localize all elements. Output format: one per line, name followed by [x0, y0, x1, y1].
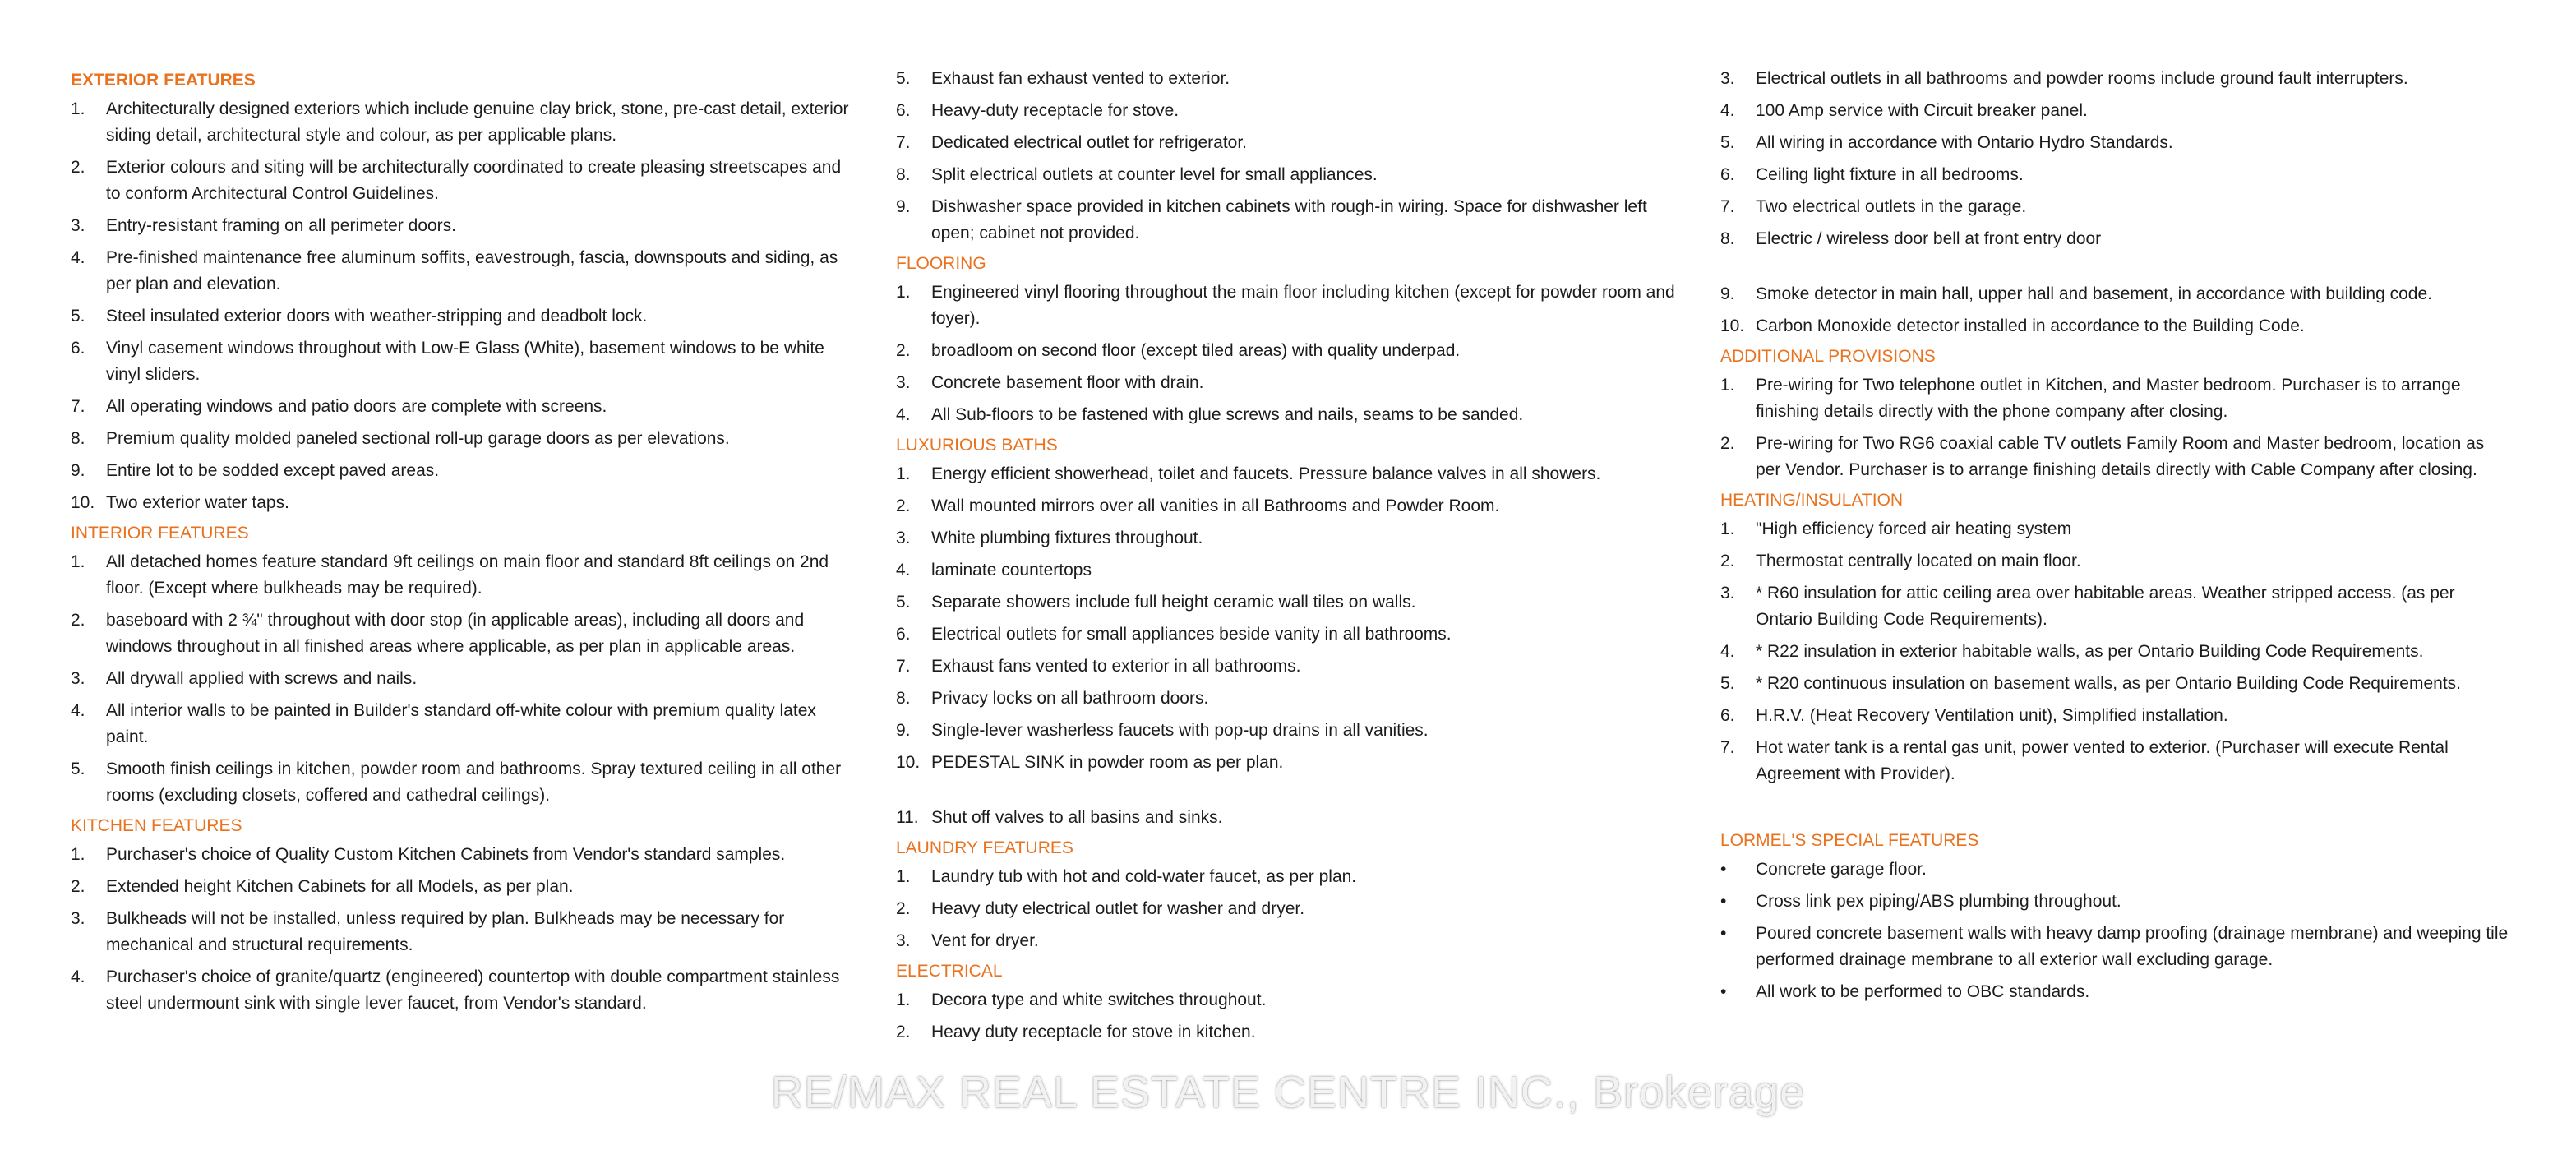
item-text: Heavy-duty receptacle for stove. — [931, 101, 1180, 120]
list-item — [896, 279, 1685, 332]
item-text: White plumbing fixtures throughout. — [931, 529, 1203, 547]
item-number: • — [1720, 924, 1727, 943]
item-number: 7. — [1720, 197, 1735, 216]
item-text: Exhaust fan exhaust vented to exterior. — [931, 69, 1230, 88]
list-item — [1720, 703, 2509, 729]
item-number: 7. — [896, 657, 911, 676]
section-heading-kitchen: KITCHEN FEATURES — [71, 816, 242, 835]
item-number: 3. — [71, 669, 85, 688]
item-number: 6. — [896, 101, 911, 120]
item-number: 9. — [1720, 284, 1735, 303]
item-text: Electrical outlets for small appliances beside vanity in all bathrooms. — [931, 625, 1452, 644]
item-text: Wall mounted mirrors over all vanities in all Bathrooms and Powder Room. — [931, 496, 1500, 515]
list-item — [1720, 921, 2509, 973]
item-number: 8. — [1720, 229, 1735, 248]
list-item — [896, 686, 1685, 712]
list-item — [896, 98, 1685, 124]
list-item — [1720, 431, 2509, 483]
item-number: 10. — [71, 493, 95, 512]
list-item — [71, 426, 860, 452]
item-text: Steel insulated exterior doors with weather-stripping and deadbolt lock. — [106, 307, 648, 326]
item-text: "High efficiency forced air heating system — [1756, 519, 2072, 538]
item-text: Two exterior water taps. — [106, 493, 289, 512]
list-item — [71, 303, 860, 330]
item-number: 3. — [896, 373, 911, 392]
list-item — [1720, 162, 2509, 188]
section-heading-heating: HEATING/INSULATION — [1720, 491, 1904, 510]
item-number: 4. — [1720, 642, 1735, 661]
item-text: Electrical outlets in all bathrooms and powder rooms include ground fault interrupters. — [1756, 69, 2408, 88]
list-item — [896, 928, 1685, 954]
list-item — [71, 155, 860, 207]
item-number: 7. — [71, 397, 85, 416]
item-number: 3. — [71, 909, 85, 928]
item-text: Purchaser's choice of Quality Custom Kitchen Cabinets from Vendor's standard samples. — [106, 845, 786, 864]
section-heading-interior: INTERIOR FEATURES — [71, 524, 249, 543]
list-item — [1720, 671, 2509, 697]
item-text: Energy efficient showerhead, toilet and faucets. Pressure balance valves in all showers. — [931, 464, 1601, 483]
item-text: Vent for dryer. — [931, 931, 1039, 950]
item-text: Concrete garage floor. — [1756, 860, 1927, 879]
item-number: 1. — [71, 845, 85, 864]
column-middle — [896, 66, 1685, 1051]
list-item — [896, 162, 1685, 188]
item-text: Entry-resistant framing on all perimeter doors. — [106, 216, 456, 235]
list-item — [71, 213, 860, 239]
item-number: 1. — [896, 867, 911, 886]
list-item — [1720, 66, 2509, 92]
item-text: All operating windows and patio doors are complete with screens. — [106, 397, 607, 416]
section-heading-exterior: EXTERIOR FEATURES — [71, 71, 256, 90]
list-item — [1720, 281, 2509, 307]
item-text: Exhaust fans vented to exterior in all bathrooms. — [931, 657, 1301, 676]
brokerage-watermark: RE/MAX REAL ESTATE CENTRE INC., Brokerage — [770, 1068, 1806, 1117]
item-number: • — [1720, 982, 1727, 1001]
list-item — [1720, 194, 2509, 220]
item-number: 10. — [896, 753, 921, 772]
item-text: Laundry tub with hot and cold-water faucet, as per plan. — [931, 867, 1357, 886]
item-text: Extended height Kitchen Cabinets for all Models, as per plan. — [106, 877, 574, 896]
list-item — [896, 589, 1685, 616]
list-item — [1720, 516, 2509, 543]
item-text: Separate showers include full height ceramic wall tiles on walls. — [931, 593, 1416, 612]
list-item — [1720, 580, 2509, 633]
item-text: baseboard with 2 ¾" throughout with door stop (in applicable areas), including all doors and windows throughout in all finished areas where applicable, as per plan in applicable areas. — [106, 611, 805, 656]
item-text: Smoke detector in main hall, upper hall and basement, in accordance with building code. — [1756, 284, 2432, 303]
item-number: 1. — [1720, 376, 1735, 395]
list-item — [1720, 735, 2509, 787]
list-item — [71, 335, 860, 388]
item-number: 1. — [896, 990, 911, 1009]
item-text: * R20 continuous insulation on basement walls, as per Ontario Building Code Requirements. — [1756, 674, 2461, 693]
item-text: Carbon Monoxide detector installed in accordance to the Building Code. — [1756, 316, 2305, 335]
list-item — [896, 987, 1685, 1014]
list-item — [71, 906, 860, 958]
section-heading-additional: ADDITIONAL PROVISIONS — [1720, 347, 1936, 366]
list-item — [71, 842, 860, 868]
item-number: 2. — [71, 158, 85, 177]
item-number: 8. — [71, 429, 85, 448]
item-text: Heavy duty electrical outlet for washer and dryer. — [931, 899, 1305, 918]
item-number: 10. — [1720, 316, 1745, 335]
item-text: Architecturally designed exteriors which include genuine clay brick, stone, pre-cast detail, exterior siding detail, architectural style and colour, as per applicable plans. — [106, 99, 849, 145]
item-text: All wiring in accordance with Ontario Hydro Standards. — [1756, 133, 2173, 152]
item-number: 4. — [896, 561, 911, 580]
list-item — [1720, 130, 2509, 156]
item-number: 9. — [896, 721, 911, 740]
item-number: 2. — [896, 1023, 911, 1041]
item-number: 6. — [71, 339, 85, 358]
list-item — [896, 370, 1685, 396]
item-text: Engineered vinyl flooring throughout the main floor including kitchen (except for powder room and foyer). — [931, 283, 1675, 328]
list-item — [71, 698, 860, 750]
list-item — [1720, 226, 2509, 252]
item-text: Entire lot to be sodded except paved areas. — [106, 461, 440, 480]
item-number: 5. — [1720, 133, 1735, 152]
item-text: * R60 insulation for attic ceiling area over habitable areas. Weather stripped access. (as per Ontario Building Code Requirements). — [1756, 584, 2455, 629]
section-heading-flooring: FLOORING — [896, 254, 986, 273]
item-text: Vinyl casement windows throughout with Low-E Glass (White), basement windows to be white vinyl sliders. — [106, 339, 824, 384]
item-number: 7. — [1720, 738, 1735, 757]
list-item — [71, 490, 860, 516]
item-number: 2. — [896, 496, 911, 515]
item-number: 5. — [896, 593, 911, 612]
list-item — [896, 194, 1685, 247]
item-number: 11. — [896, 808, 919, 827]
item-text: All interior walls to be painted in Builder's standard off-white colour with premium quality latex paint. — [106, 701, 816, 746]
item-number: • — [1720, 860, 1727, 879]
list-item — [71, 245, 860, 298]
list-item — [1720, 372, 2509, 425]
list-item — [896, 718, 1685, 744]
item-number: 2. — [896, 341, 911, 360]
item-number: 6. — [1720, 706, 1735, 725]
item-text: Concrete basement floor with drain. — [931, 373, 1204, 392]
item-text: All Sub-floors to be fastened with glue screws and nails, seams to be sanded. — [931, 405, 1524, 424]
item-number: 1. — [896, 283, 911, 302]
item-number: 4. — [71, 967, 85, 986]
item-text: H.R.V. (Heat Recovery Ventilation unit), Simplified installation. — [1756, 706, 2228, 725]
section-heading-baths: LUXURIOUS BATHS — [896, 436, 1058, 455]
item-text: broadloom on second floor (except tiled areas) with quality underpad. — [931, 341, 1461, 360]
item-number: 1. — [1720, 519, 1735, 538]
item-text: Bulkheads will not be installed, unless required by plan. Bulkheads may be necessary for mechanical and structural requirements. — [106, 909, 785, 954]
item-text: 100 Amp service with Circuit breaker panel. — [1756, 101, 2088, 120]
list-item — [896, 66, 1685, 92]
list-item — [896, 864, 1685, 890]
item-text: Pre-finished maintenance free aluminum soffits, eavestrough, fascia, downspouts and siding, as per plan and elevation. — [106, 248, 838, 293]
list-item — [896, 461, 1685, 487]
item-text: Smooth finish ceilings in kitchen, powder room and bathrooms. Spray textured ceiling in all other rooms (excluding closets, coffered and cathedral ceilings). — [106, 760, 842, 805]
list-item — [1720, 639, 2509, 665]
item-number: 7. — [896, 133, 911, 152]
item-text: Pre-wiring for Two telephone outlet in Kitchen, and Master bedroom. Purchaser is to arrange finishing details directly with the phone company after closing. — [1756, 376, 2461, 421]
item-text: Two electrical outlets in the garage. — [1756, 197, 2027, 216]
column-left — [71, 66, 860, 1023]
list-item — [1720, 313, 2509, 339]
item-number: 2. — [1720, 552, 1735, 570]
list-item — [71, 964, 860, 1017]
item-text: Hot water tank is a rental gas unit, power vented to exterior. (Purchaser will execute Rental Agreement with Provider). — [1756, 738, 2449, 783]
list-item — [71, 549, 860, 602]
item-text: Poured concrete basement walls with heavy damp proofing (drainage membrane) and weeping tile performed drainage membrane to all exterior wall excluding garage. — [1756, 924, 2509, 969]
list-item — [1720, 857, 2509, 883]
item-number: • — [1720, 892, 1727, 911]
column-right — [1720, 66, 2509, 1011]
list-item — [71, 756, 860, 809]
item-number: 4. — [1720, 101, 1735, 120]
item-number: 6. — [896, 625, 911, 644]
item-text: laminate countertops — [931, 561, 1092, 580]
list-item — [896, 493, 1685, 519]
item-text: Electric / wireless door bell at front entry door — [1756, 229, 2102, 248]
item-number: 4. — [896, 405, 911, 424]
item-text: Pre-wiring for Two RG6 coaxial cable TV outlets Family Room and Master bedroom, location as per Vendor. Purchaser is to arrange finishing details directly with Cable Company after closing. — [1756, 434, 2485, 479]
item-text: All drywall applied with screws and nails. — [106, 669, 418, 688]
item-text: Dishwasher space provided in kitchen cabinets with rough-in wiring. Space for dishwasher left open; cabinet not provided. — [931, 197, 1647, 242]
item-number: 9. — [896, 197, 911, 216]
item-number: 5. — [71, 760, 85, 778]
list-item — [896, 621, 1685, 648]
item-text: All work to be performed to OBC standards. — [1756, 982, 2090, 1001]
item-number: 5. — [896, 69, 911, 88]
list-item — [71, 96, 860, 149]
section-heading-electrical: ELECTRICAL — [896, 962, 1003, 981]
item-text: Split electrical outlets at counter level for small appliances. — [931, 165, 1378, 184]
list-item — [71, 874, 860, 900]
section-heading-special: LORMEL'S SPECIAL FEATURES — [1720, 831, 1979, 850]
item-number: 2. — [896, 899, 911, 918]
item-number: 3. — [1720, 69, 1735, 88]
list-item — [71, 394, 860, 420]
list-item — [1720, 979, 2509, 1005]
item-number: 4. — [71, 701, 85, 720]
list-item — [1720, 889, 2509, 915]
list-item — [1720, 98, 2509, 124]
item-text: Thermostat centrally located on main floor. — [1756, 552, 2081, 570]
item-number: 3. — [71, 216, 85, 235]
item-number: 3. — [896, 931, 911, 950]
item-text: Dedicated electrical outlet for refrigerator. — [931, 133, 1248, 152]
item-text: Purchaser's choice of granite/quartz (engineered) countertop with double compartment stainless steel undermount sink with single lever faucet, from Vendor's standard. — [106, 967, 840, 1013]
item-number: 4. — [71, 248, 85, 267]
list-item — [896, 653, 1685, 680]
item-number: 8. — [896, 689, 911, 708]
item-number: 3. — [1720, 584, 1735, 603]
list-item — [71, 666, 860, 692]
item-text: Heavy duty receptacle for stove in kitchen. — [931, 1023, 1256, 1041]
item-text: Shut off valves to all basins and sinks. — [931, 808, 1223, 827]
item-number: 5. — [1720, 674, 1735, 693]
list-item — [896, 1019, 1685, 1046]
item-text: Exterior colours and siting will be architecturally coordinated to create pleasing streetscapes and to conform Architectural Control Guidelines. — [106, 158, 842, 203]
item-number: 3. — [896, 529, 911, 547]
list-item — [896, 338, 1685, 364]
item-number: 1. — [896, 464, 911, 483]
item-text: Cross link pex piping/ABS plumbing throughout. — [1756, 892, 2121, 911]
item-number: 8. — [896, 165, 911, 184]
list-item — [896, 750, 1685, 776]
item-number: 2. — [1720, 434, 1735, 453]
item-text: Privacy locks on all bathroom doors. — [931, 689, 1209, 708]
item-number: 5. — [71, 307, 85, 326]
list-item — [896, 402, 1685, 428]
item-number: 1. — [71, 552, 85, 571]
item-text: PEDESTAL SINK in powder room as per plan. — [931, 753, 1284, 772]
list-item — [896, 896, 1685, 922]
item-number: 6. — [1720, 165, 1735, 184]
list-item — [896, 805, 1685, 831]
list-item — [71, 607, 860, 660]
spacer — [896, 782, 1685, 805]
list-item — [1720, 548, 2509, 575]
section-heading-laundry: LAUNDRY FEATURES — [896, 838, 1073, 857]
list-item — [896, 557, 1685, 584]
item-text: Decora type and white switches throughout. — [931, 990, 1267, 1009]
item-number: 2. — [71, 877, 85, 896]
item-number: 2. — [71, 611, 85, 630]
item-text: Single-lever washerless faucets with pop-up drains in all vanities. — [931, 721, 1429, 740]
item-number: 9. — [71, 461, 85, 480]
item-text: Premium quality molded paneled sectional roll-up garage doors as per elevations. — [106, 429, 730, 448]
spacer — [1720, 793, 2509, 826]
list-item — [896, 525, 1685, 552]
list-item — [896, 130, 1685, 156]
item-text: All detached homes feature standard 9ft ceilings on main floor and standard 8ft ceilings on 2nd floor. (Except where bulkheads may be required). — [106, 552, 829, 598]
spacer — [1720, 258, 2509, 281]
item-number: 1. — [71, 99, 85, 118]
item-text: * R22 insulation in exterior habitable walls, as per Ontario Building Code Requirements. — [1756, 642, 2424, 661]
item-text: Ceiling light fixture in all bedrooms. — [1756, 165, 2024, 184]
list-item — [71, 458, 860, 484]
